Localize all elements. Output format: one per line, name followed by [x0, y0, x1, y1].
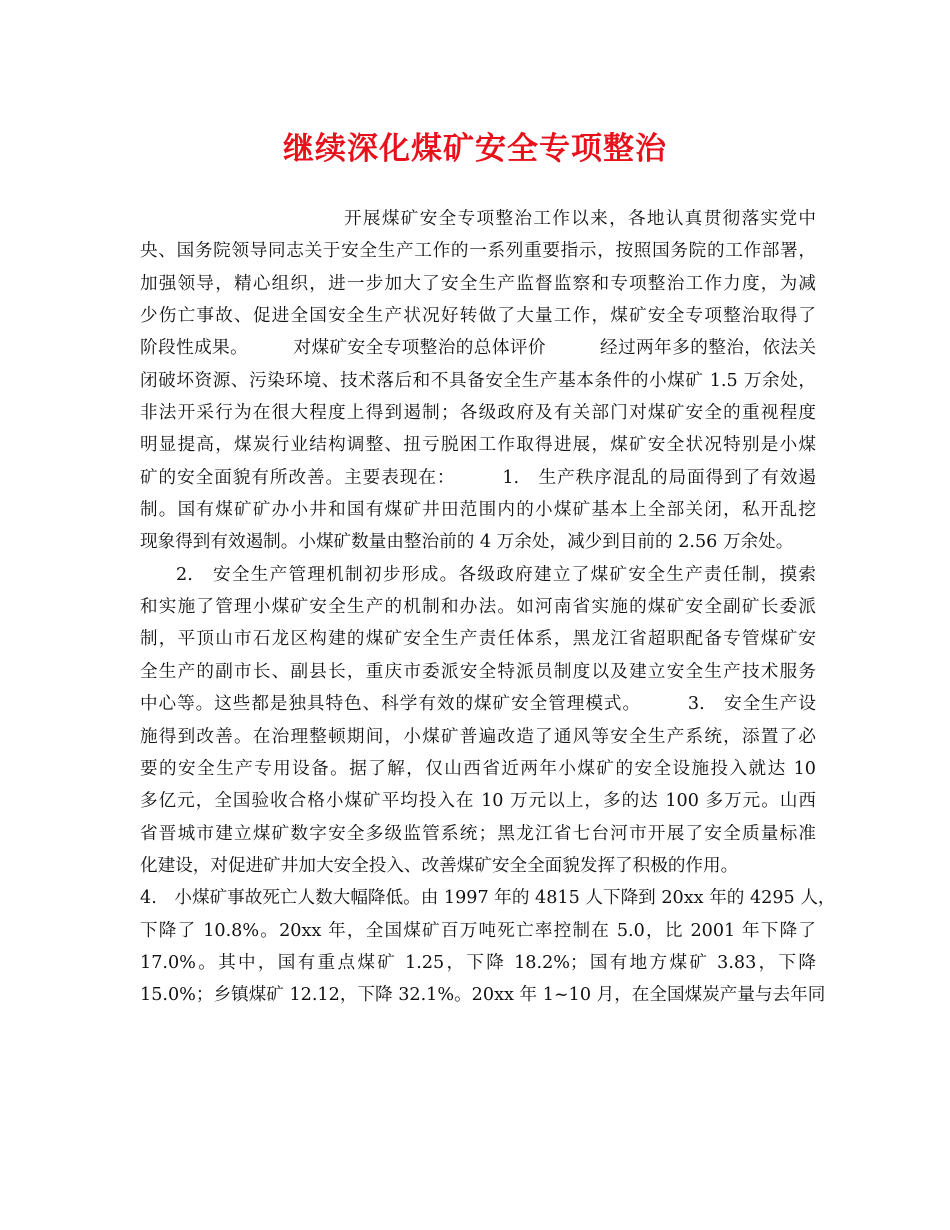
paragraph-line: 制，平顶山市石龙区构建的煤矿安全生产责任体系，黑龙江省超职配备专管煤矿安 [140, 629, 816, 650]
paragraph-line: 17.0%。其中，国有重点煤矿 1.25，下降 18.2%；国有地方煤矿 3.83，下降 [140, 952, 816, 973]
paragraph-line: 下降了 10.8%。20xx 年，全国煤矿百万吨死亡率控制在 5.0，比 2001 年下降了 [140, 920, 816, 941]
paragraph-line: 施得到改善。在治理整顿期间，小煤矿普遍改造了通风等安全生产系统，添置了必 [140, 726, 816, 747]
document-title: 继续深化煤矿安全专项整治 [283, 131, 667, 167]
paragraph-line: 和实施了管理小煤矿安全生产的机制和办法。如河南省实施的煤矿安全副矿长委派 [140, 597, 816, 618]
paragraph-line: 制。国有煤矿矿办小井和国有煤矿井田范围内的小煤矿基本上全部关闭，私开乱挖 [140, 500, 816, 521]
paragraph-line: 全生产的副市长、副县长，重庆市委派安全特派员制度以及建立安全生产技术服务 [140, 661, 816, 682]
paragraph-line: 开展煤矿安全专项整治工作以来，各地认真贯彻落实党中 [344, 209, 816, 229]
paragraph-line: 现象得到有效遏制。小煤矿数量由整治前的 4 万余处，减少到目前的 2.56 万余处。 [140, 532, 794, 553]
paragraph-line: 省晋城市建立煤矿数字安全多级监管系统；黑龙江省七台河市开展了安全质量标准 [140, 823, 816, 844]
paragraph-line: 明显提高，煤炭行业结构调整、扭亏脱困工作取得进展，煤矿安全状况特别是小煤 [140, 435, 816, 456]
paragraph-line: 阶段性成果。 对煤矿安全专项整治的总体评价 经过两年多的整治，依法关 [140, 338, 816, 359]
paragraph-line: 多亿元，全国验收合格小煤矿平均投入在 10 万元以上，多的达 100 多万元。山西 [140, 791, 816, 812]
paragraph-line: 非法开采行为在很大程度上得到遏制；各级政府及有关部门对煤矿安全的重视程度 [140, 403, 816, 424]
paragraph-line: 闭破坏资源、污染环境、技术落后和不具备安全生产基本条件的小煤矿 1.5 万余处， [140, 370, 816, 391]
paragraph-line: 矿的安全面貌有所改善。主要表现在： 1. 生产秩序混乱的局面得到了有效遏 [140, 467, 816, 488]
paragraph-line: 央、国务院领导同志关于安全生产工作的一系列重要指示，按照国务院的工作部署， [140, 241, 816, 262]
document-body [140, 203, 836, 1012]
paragraph-line: 化建设，对促进矿井加大安全投入、改善煤矿安全全面貌发挥了积极的作用。 [140, 855, 739, 876]
paragraph-line: 加强领导，精心组织，进一步加大了安全生产监督监察和专项整治工作力度，为减 [140, 273, 816, 294]
paragraph-line: 少伤亡事故、促进全国安全生产状况好转做了大量工作，煤矿安全专项整治取得了 [140, 306, 816, 327]
paragraph-line: 15.0%；乡镇煤矿 12.12，下降 32.1%。20xx 年 1~10 月，在全国煤炭产量与去年同 [140, 985, 826, 1006]
paragraph-line: 2. 安全生产管理机制初步形成。各级政府建立了煤矿安全生产责任制，摸索 [176, 564, 816, 585]
paragraph-line: 要的安全生产专用设备。据了解，仅山西省近两年小煤矿的安全设施投入就达 10 [140, 758, 816, 779]
paragraph-line: 4. 小煤矿事故死亡人数大幅降低。由 1997 年的 4815 人下降到 20xx 年的 4295 人， [140, 888, 836, 909]
paragraph-line: 中心等。这些都是独具特色、科学有效的煤矿安全管理模式。 3. 安全生产设 [140, 694, 816, 715]
